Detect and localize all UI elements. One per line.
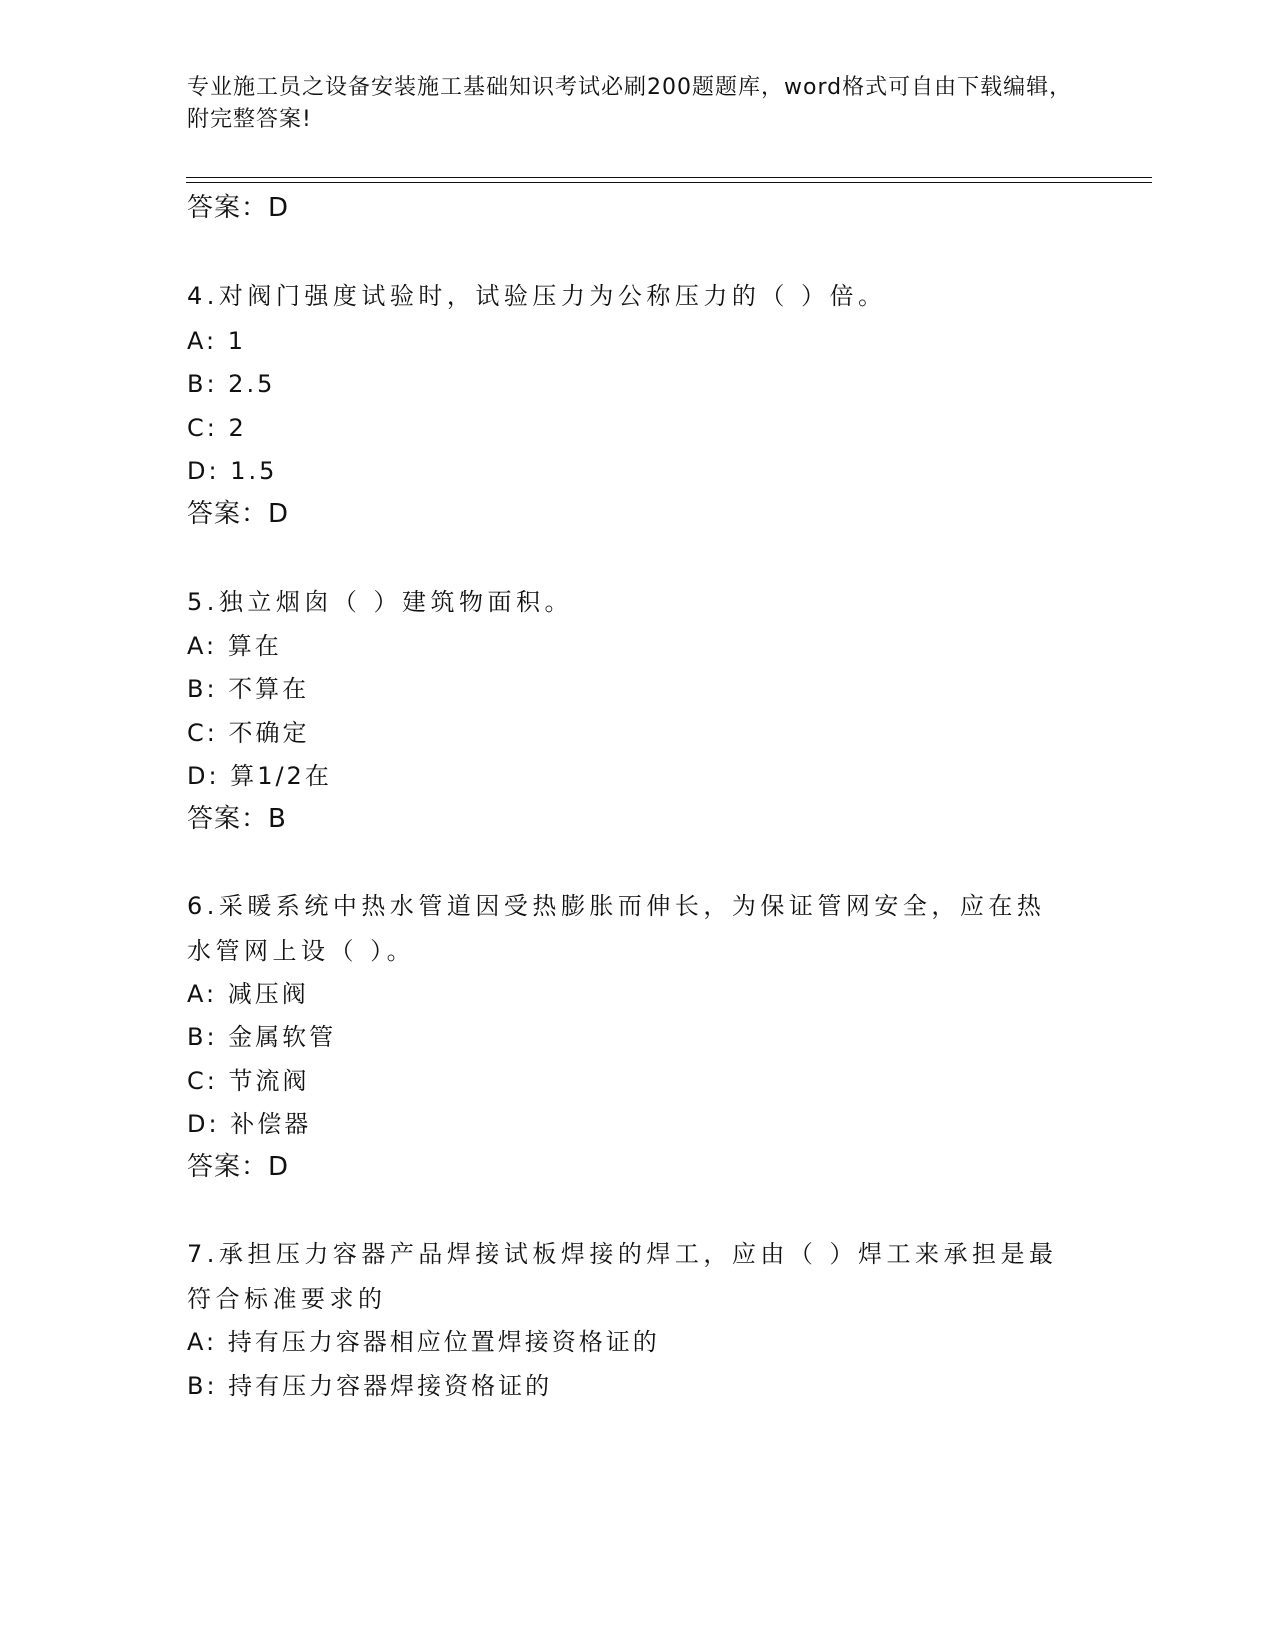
question-5-option-a: A: 算在 (187, 632, 282, 660)
question-6-option-c: C: 节流阀 (187, 1067, 310, 1095)
question-4-option-b: B: 2.5 (187, 370, 276, 398)
question-5-answer: 答案：B (187, 804, 287, 834)
header-divider-top (186, 177, 1152, 178)
document-header: 专业施工员之设备安装施工基础知识考试必刷200题题库，word格式可自由下载编辑，附完整答案! (187, 75, 1073, 132)
header-divider-bottom (186, 182, 1152, 183)
question-4-option-c: C: 2 (187, 414, 247, 442)
question-7-text: 7.承担压力容器产品焊接试板焊接的焊工，应由（ ）焊工来承担是最符合标准要求的 (187, 1240, 1058, 1313)
question-6-option-b: B: 金属软管 (187, 1023, 337, 1051)
question-4-option-a: A: 1 (187, 327, 246, 355)
question-5-option-d: D: 算1/2在 (187, 762, 332, 790)
question-7-option-a: A: 持有压力容器相应位置焊接资格证的 (187, 1328, 660, 1356)
question-6-answer: 答案：D (187, 1152, 290, 1182)
question-5-text: 5.独立烟囱（ ）建筑物面积。 (187, 588, 574, 616)
question-6-option-a: A: 减压阀 (187, 980, 309, 1008)
question-6-text: 6.采暖系统中热水管道因受热膨胀而伸长，为保证管网安全，应在热水管网上设（ ）。 (187, 892, 1046, 965)
question-6-option-d: D: 补偿器 (187, 1110, 312, 1138)
answer-line: 答案：D (187, 193, 290, 223)
question-7-option-b: B: 持有压力容器焊接资格证的 (187, 1372, 553, 1400)
question-5-option-b: B: 不算在 (187, 675, 310, 703)
question-4-option-d: D: 1.5 (187, 457, 278, 485)
question-4-answer: 答案：D (187, 499, 290, 529)
question-4-text: 4.对阀门强度试验时，试验压力为公称压力的（ ）倍。 (187, 282, 887, 310)
question-5-option-c: C: 不确定 (187, 719, 310, 747)
